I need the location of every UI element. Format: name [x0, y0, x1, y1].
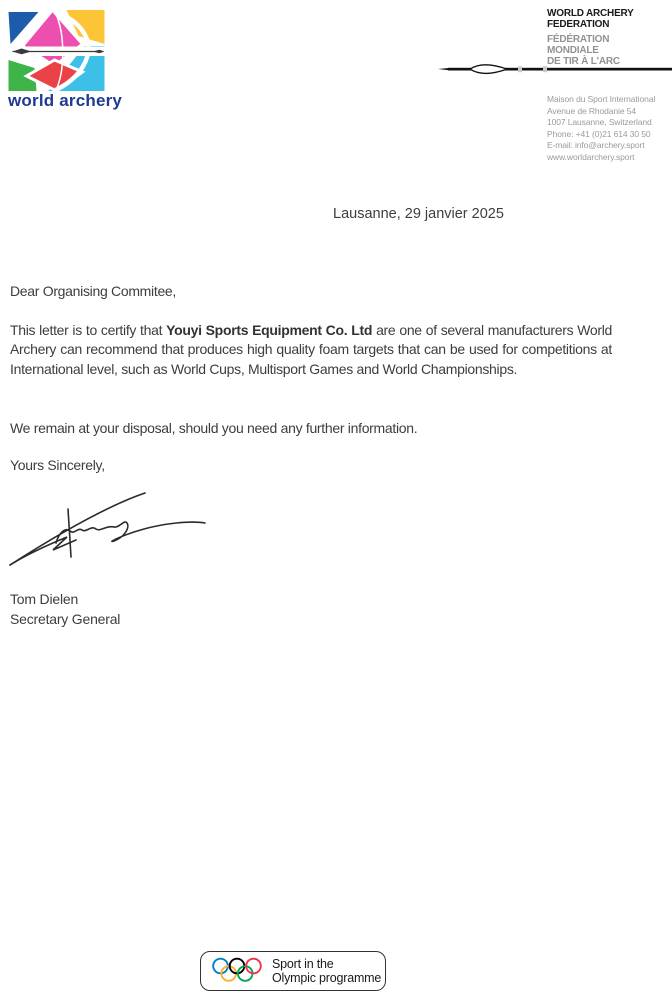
- org-name-line: FEDERATION: [547, 19, 610, 30]
- org-name-line: WORLD ARCHERY: [547, 8, 634, 19]
- olympic-programme-badge: [200, 951, 386, 991]
- logo-wordmark: world archery: [8, 91, 123, 110]
- address-line: Avenue de Rhodanie 54: [547, 105, 636, 116]
- address-line: www.worldarchery.sport: [547, 151, 635, 162]
- olympic-text-line: Sport in the: [272, 957, 334, 971]
- salutation: Dear Organising Commitee,: [10, 283, 177, 299]
- letterhead-right: [547, 8, 672, 67]
- company-name: Youyi Sports Equipment Co. Ltd: [166, 322, 373, 338]
- world-archery-logo-icon: [8, 10, 105, 91]
- olympic-rings-icon: [211, 956, 263, 986]
- address-line: E-mail: info@archery.sport: [547, 140, 645, 151]
- olympic-text-line: Olympic programme: [272, 971, 382, 985]
- address-line: 1007 Lausanne, Switzerland: [547, 117, 652, 128]
- certify-text-suffix: are one of several manufacturers World Archery can recommend that produces high quality foam targets that can be used for competitions at International level, such as World Cups, Multisport Games and World Championships.: [10, 322, 613, 377]
- arrow-icon: [438, 60, 672, 78]
- org-name-line: MONDIALE: [547, 45, 599, 56]
- org-name-en: [547, 8, 672, 30]
- certify-text-prefix: This letter is to certify that: [10, 322, 167, 338]
- signer-title: Secretary General: [10, 610, 121, 627]
- closing-line: Yours Sincerely,: [10, 457, 105, 473]
- address-line: Maison du Sport International: [547, 94, 656, 104]
- address-block: [547, 94, 672, 164]
- signer-block: [10, 590, 120, 629]
- signer-name: Tom Dielen: [10, 591, 79, 607]
- address-line: Phone: +41 (0)21 614 30 50: [547, 128, 651, 139]
- signature: [4, 483, 219, 568]
- dateline: Lausanne, 29 janvier 2025: [333, 206, 504, 222]
- org-name-line: FÉDÉRATION: [547, 34, 610, 45]
- org-name-line: DE TIR À L'ARC: [547, 56, 620, 67]
- disposal-line: We remain at your disposal, should you need any further information.: [10, 420, 418, 436]
- olympic-programme-text: [272, 957, 381, 985]
- body-paragraph: [10, 321, 612, 379]
